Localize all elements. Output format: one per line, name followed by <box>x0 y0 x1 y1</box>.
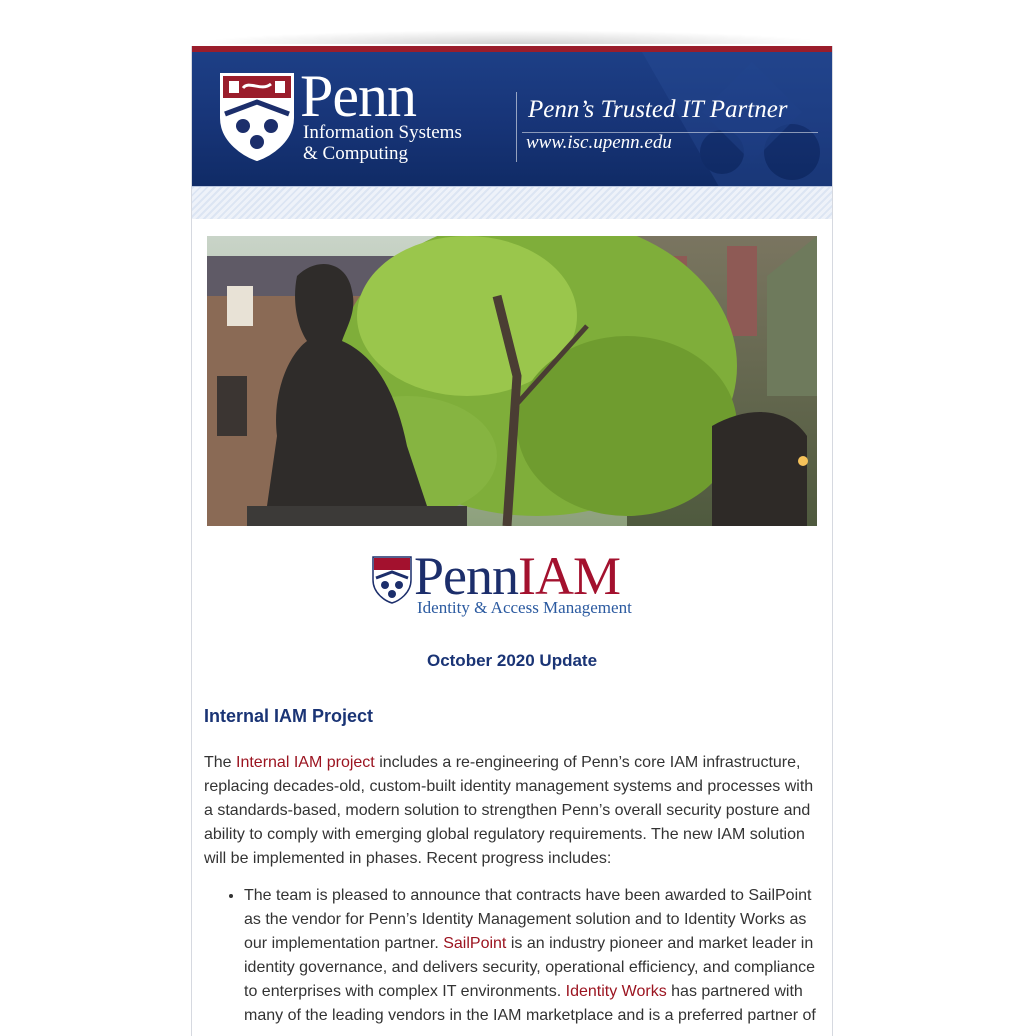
iam-iam-text: IAM <box>518 546 620 606</box>
intro-prefix: The <box>204 754 237 771</box>
brand-penn-wordmark: Penn <box>300 63 416 129</box>
identity-works-link[interactable]: Identity Works <box>565 983 667 1000</box>
intro-paragraph <box>204 751 816 871</box>
list-item <box>244 884 816 1028</box>
brand-subtitle <box>303 122 462 164</box>
bullet1-text2: is an industry pioneer and market leader in identity governance, and delivers security, operational efficiency, and compliance to enterprises with complex IT environments. <box>244 935 815 1000</box>
header-divider <box>516 92 517 162</box>
email-container <box>191 46 833 1036</box>
header-tagline: Penn’s Trusted IT Partner <box>528 96 788 123</box>
penn-iam-shield-icon <box>372 556 412 604</box>
header-url-link[interactable]: www.isc.upenn.edu <box>526 132 672 153</box>
header-stripe <box>192 186 832 219</box>
bullet1-text3: has partnered with many of the leading vendors in the IAM marketplace and is a preferred partner of <box>244 983 816 1024</box>
brand-sub-line1: Information Systems <box>303 122 462 143</box>
penn-iam-logo <box>372 546 662 624</box>
brand-sub-line2: & Computing <box>303 143 409 164</box>
isc-header-banner <box>192 46 832 186</box>
progress-list <box>204 884 816 1028</box>
intro-suffix: includes a re-engineering of Penn’s core IAM infrastructure, replacing decades-old, custom-built identity management systems and processes with a standards-based, modern solution to strengthen Penn’s overall security posture and ability to comply with emerging global regulatory requirements. The new IAM solution will be implemented in phases. Recent progress includes: <box>204 754 814 867</box>
section-title: Internal IAM Project <box>204 706 374 726</box>
hero-photo-franklin-statue <box>207 236 817 526</box>
penn-shield-icon <box>219 72 295 162</box>
update-title: October 2020 Update <box>426 651 598 670</box>
top-shadow <box>192 30 832 44</box>
penn-iam-wordmark <box>414 546 620 606</box>
iam-penn-text: Penn <box>414 546 518 606</box>
sailpoint-link[interactable]: SailPoint <box>443 935 507 952</box>
internal-iam-project-link[interactable]: Internal IAM project <box>236 754 375 771</box>
iam-subtitle: Identity & Access Management <box>417 598 632 617</box>
bullet1-text1: The team is pleased to announce that contracts have been awarded to SailPoint as the vendor for Penn’s Identity Management solution and to Identity Works as our implementation partner. <box>244 887 812 952</box>
